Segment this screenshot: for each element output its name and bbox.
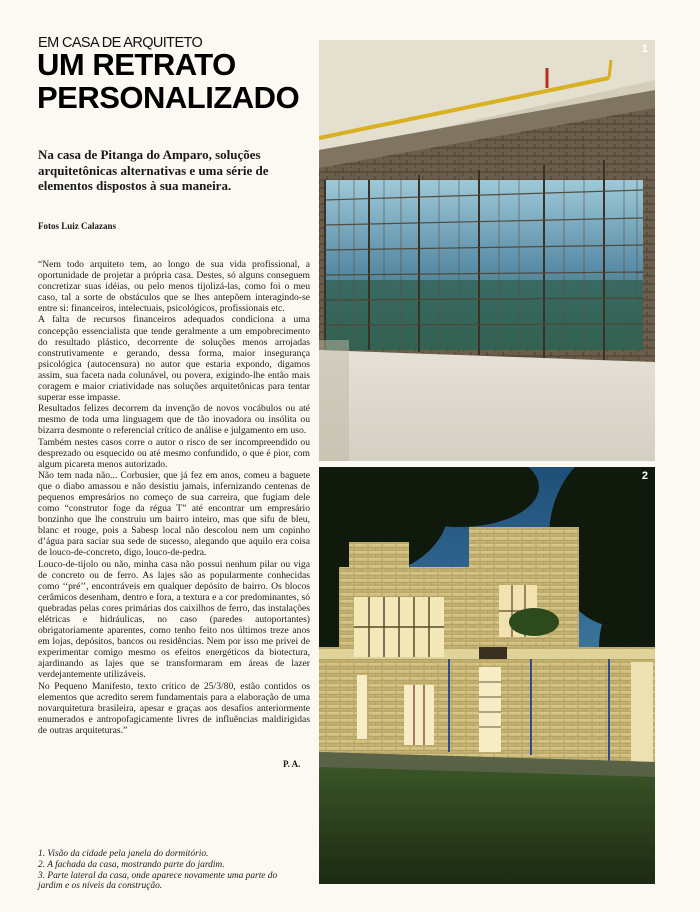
body-paragraph: A falta de recursos financeiros adequados condiciona a uma concepção essencialista que tende geralmente a um empobrecimento do resultado plástico, decorrente de soluções menos arrojadas construtivamente e gerando, dessa forma, maior insegurança psicológica (autocensura) no autor que estaria expondo, digamos assim, sua faceta nada colunável, ou povera, exigindo-lhe então mais coragem e maior criatividade nas soluções arquitetônicas para tentar superar esse impasse. xyxy=(38,314,310,404)
page-title: UM RETRATO PERSONALIZADO xyxy=(37,47,300,115)
caption: 2. A fachada da casa, mostrando parte do jardim. xyxy=(38,859,225,870)
caption: 1. Visão da cidade pela janela do dormitório. xyxy=(38,849,209,859)
body-paragraph: No Pequeno Manifesto, texto crítico de 25/3/80, estão contidos os elementos que acredito serem fundamentais para a elaboração de uma novarquitetura brasileira, apesar e graças aos desafios anteriormente enumerados e antropofagicamente livres de influências maldirigidas de outras arquiteturas.” xyxy=(38,680,310,736)
kicker: EM CASA DE ARQUITETO xyxy=(38,35,203,51)
photo-window-view xyxy=(319,40,655,461)
body-paragraph: Louco-de-tijolo ou não, minha casa não possui nenhum pilar ou viga de concreto ou de ferro. As lajes são as popularmente conhecidas como ‘‘pré’’, encontráveis em qualquer depósito de bairro. Os blocos cerâmicos desenham, dentro e fora, a textura e a cor predominantes, só quebradas pelas cores primárias dos caixilhos de ferro, das instalações elétricas e hidráulicas, no caso (paredes autoportantes) obrigatoriamente aparentes, como tenho feito nos últimos treze anos em lojas, depósitos, bancos ou residências. Nem por isso me privei de experimentar comigo mesmo os efeitos energéticos da biotectura, ajardinando as lajes que se transformaram em áreas de lazer verdejantemente utilizáveis. xyxy=(38,558,310,681)
photo-number: 1 xyxy=(641,43,648,55)
lead-paragraph: Na casa de Pitanga do Amparo, soluções arquitetônicas alternativas e uma série de elementos dispostos à sua maneira. xyxy=(38,147,269,193)
caption: 3. Parte lateral da casa, onde aparece novamente uma parte do jardim e os níveis da construção. xyxy=(38,870,278,892)
body-paragraph: “Nem todo arquiteto tem, ao longo de sua vida profissional, a oportunidade de projetar a própria casa. Destes, só alguns conseguem concretizar suas idéias, ou pelo menos tijolizá-las, como foi o meu caso, tal a sorte de obstáculos que se lhes antepõem interagindo-se entre si: financeiros, intelectuais, psicológicos, profissionais etc. xyxy=(38,259,310,315)
house-facade-illustration xyxy=(319,467,655,884)
body-paragraph: Também nestes casos corre o autor o risco de ser incompreendido ou desprezado ou esquecido ou até mesmo confundido, o que é pior, com algum picareta menos autorizado. xyxy=(38,436,310,470)
photo-house-facade xyxy=(319,467,655,884)
body-paragraph: Não tem nada não... Corbusier, que já fez em anos, comeu a baguete que o diabo amassou e não desistiu jamais, infernizando centenas de pequenos empresários no começo de sua carreira, que fugiam dele como “construtor foge da régua T” até encontrar um empresário bonzinho que lhe construiu um bairro inteiro, mas que sifu de bleu, blanc et rouge, pois a Sabesp local não descolou nem um copinho d’água para saciar sua sede de sucesso, alegando que aquilo era coisa de louco-de-concreto, digo, louco-de-pedra. xyxy=(38,469,310,559)
window-view-illustration xyxy=(319,40,655,461)
author-signature: P. A. xyxy=(283,759,301,769)
body-paragraph: Resultados felizes decorrem da invenção de novos vocábulos ou até mesmo de toda uma linguagem que de tão inovadora ou insólita ou bizarra desmonte o referencial crítico de análise e julgamento em uso. xyxy=(38,403,310,437)
photo-number: 2 xyxy=(641,470,648,482)
photo-credit: Fotos Luiz Calazans xyxy=(38,221,117,231)
article-body xyxy=(38,259,310,736)
photo-captions xyxy=(38,849,278,892)
